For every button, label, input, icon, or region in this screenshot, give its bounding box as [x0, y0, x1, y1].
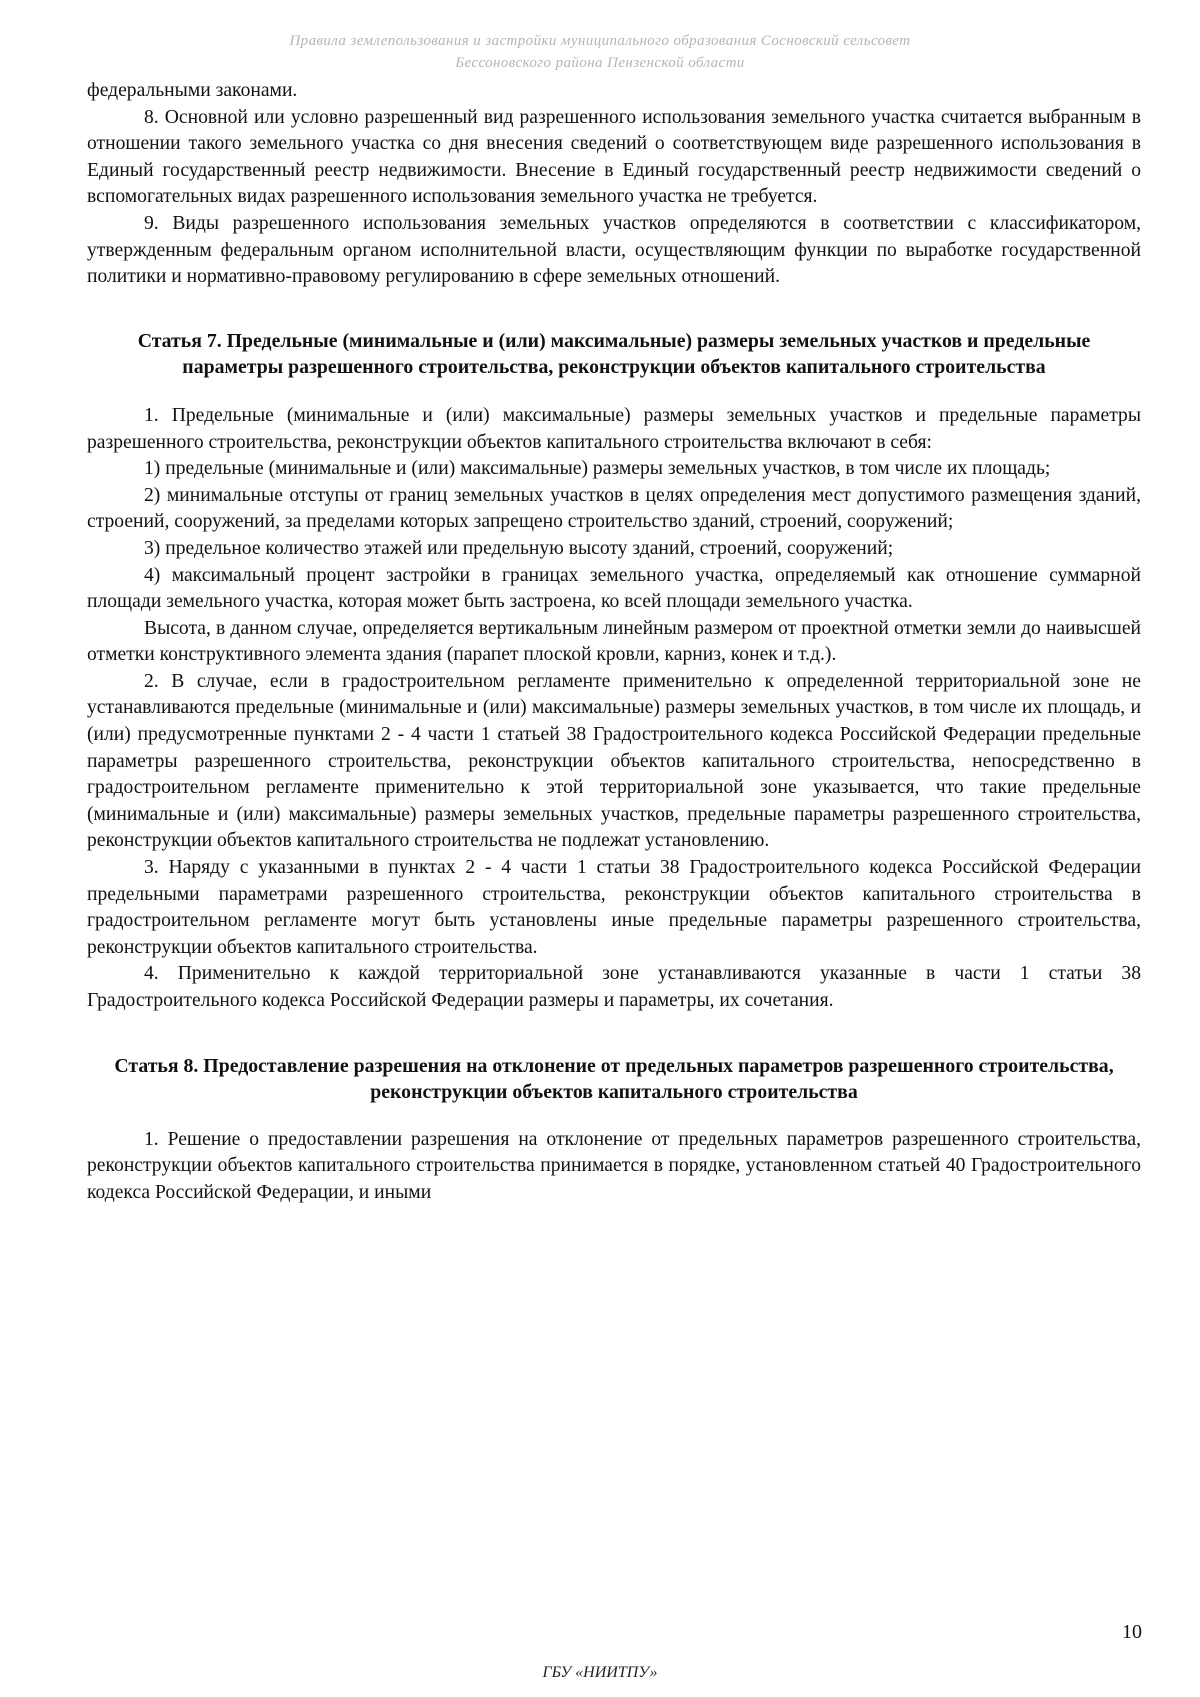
article-7-paragraph-3: 3. Наряду с указанными в пунктах 2 - 4 части 1 статьи 38 Градостроительного кодекса Российской Федерации предельными параметрами разрешенного строительства, реконструкции объектов капитального строительства в градостроительном регламенте могут быть установлены иные предельные параметры разрешенного строительства, реконструкции объектов капитального строительства. [87, 857, 1141, 958]
paragraph-continuation: федеральными законами. [87, 80, 298, 101]
article-7-item-3: 3) предельное количество этажей или предельную высоту зданий, строений, сооружений; [144, 537, 894, 559]
running-header-line-2: Бессоновского района Пензенской области [455, 55, 745, 71]
article-7-height-note: Высота, в данном случае, определяется вертикальным линейным размером от проектной отметки земли до наивысшей отметки конструктивного элемента здания (парапет плоской кровли, карниз, конек и т.д.). [87, 617, 1141, 666]
article-7-item-4: 4) максимальный процент застройки в границах земельного участка, определяемый как отношение суммарной площади земельного участка, которая может быть застроена, ко всей площади земельного участка. [87, 564, 1141, 613]
article-8-paragraph-1: 1. Решение о предоставлении разрешения на отклонение от предельных параметров разрешенного строительства, реконструкции объектов капитального строительства принимается в порядке, установленном статьей 40 Градостроительного кодекса Российской Федерации, и иными [87, 1128, 1141, 1203]
article-7-item-2: 2) минимальные отступы от границ земельных участков в целях определения мест допустимого размещения зданий, строений, сооружений, за пределами которых запрещено строительство зданий, строений, сооружений; [87, 484, 1141, 533]
footer-organization: ГБУ «НИИТПУ» [542, 1664, 658, 1681]
paragraph-8: 8. Основной или условно разрешенный вид разрешенного использования земельного участка считается выбранным в отношении такого земельного участка со дня внесения сведений о соответствующем виде разрешенного использования в Единый государственный реестр недвижимости. Внесение в Единый государственный реестр недвижимости сведений о вспомогательных видах разрешенного использования земельного участка не требуется. [87, 106, 1141, 208]
article-7-item-1: 1) предельные (минимальные и (или) максимальные) размеры земельных участков, в том числе их площадь; [144, 458, 1051, 480]
article-7-heading: Статья 7. Предельные (минимальные и (или) максимальные) размеры земельных участков и предельные параметры разрешенного строительства, реконструкции объектов капитального строительства [137, 329, 1091, 379]
article-7-paragraph-4: 4. Применительно к каждой территориальной зоне устанавливаются указанные в части 1 статьи 38 Градостроительного кодекса Российской Федерации размеры и параметры, их сочетания. [87, 963, 1141, 1011]
article-8-heading: Статья 8. Предоставление разрешения на отклонение от предельных параметров разрешенного строительства, реконструкции объектов капитального строительства [114, 1054, 1114, 1104]
article-7-paragraph-2: 2. В случае, если в градостроительном регламенте применительно к определенной территориальной зоне не устанавливаются предельные (минимальные и (или) максимальные) размеры земельных участков, в том числе их площадь, и (или) предусмотренные пунктами 2 - 4 части 1 статьей 38 Градостроительного кодекса Российской Федерации предельные параметры разрешенного строительства, реконструкции объектов капитального строительства, непосредственно в градостроительном регламенте применительно к этой территориальной зоне указывается, что такие предельные (минимальные и (или) максимальные) размеры земельных участков, предельные параметры разрешенного строительства, реконструкции объектов капитального строительства не подлежат установлению. [87, 670, 1141, 852]
page-number: 10 [1122, 1621, 1142, 1643]
running-header-line-1: Правила землепользования и застройки муниципального образования Сосновский сельсовет [289, 33, 911, 49]
document-body [87, 78, 1141, 1207]
running-header [0, 30, 1200, 74]
article-7-paragraph-1: 1. Предельные (минимальные и (или) максимальные) размеры земельных участков и предельные параметры разрешенного строительства, реконструкции объектов капитального строительства включают в себя: [87, 404, 1141, 453]
paragraph-9: 9. Виды разрешенного использования земельных участков определяются в соответствии с классификатором, утвержденным федеральным органом исполнительной власти, осуществляющим функции по выработке государственной политики и нормативно-правовому регулированию в сфере земельных отношений. [87, 212, 1141, 288]
